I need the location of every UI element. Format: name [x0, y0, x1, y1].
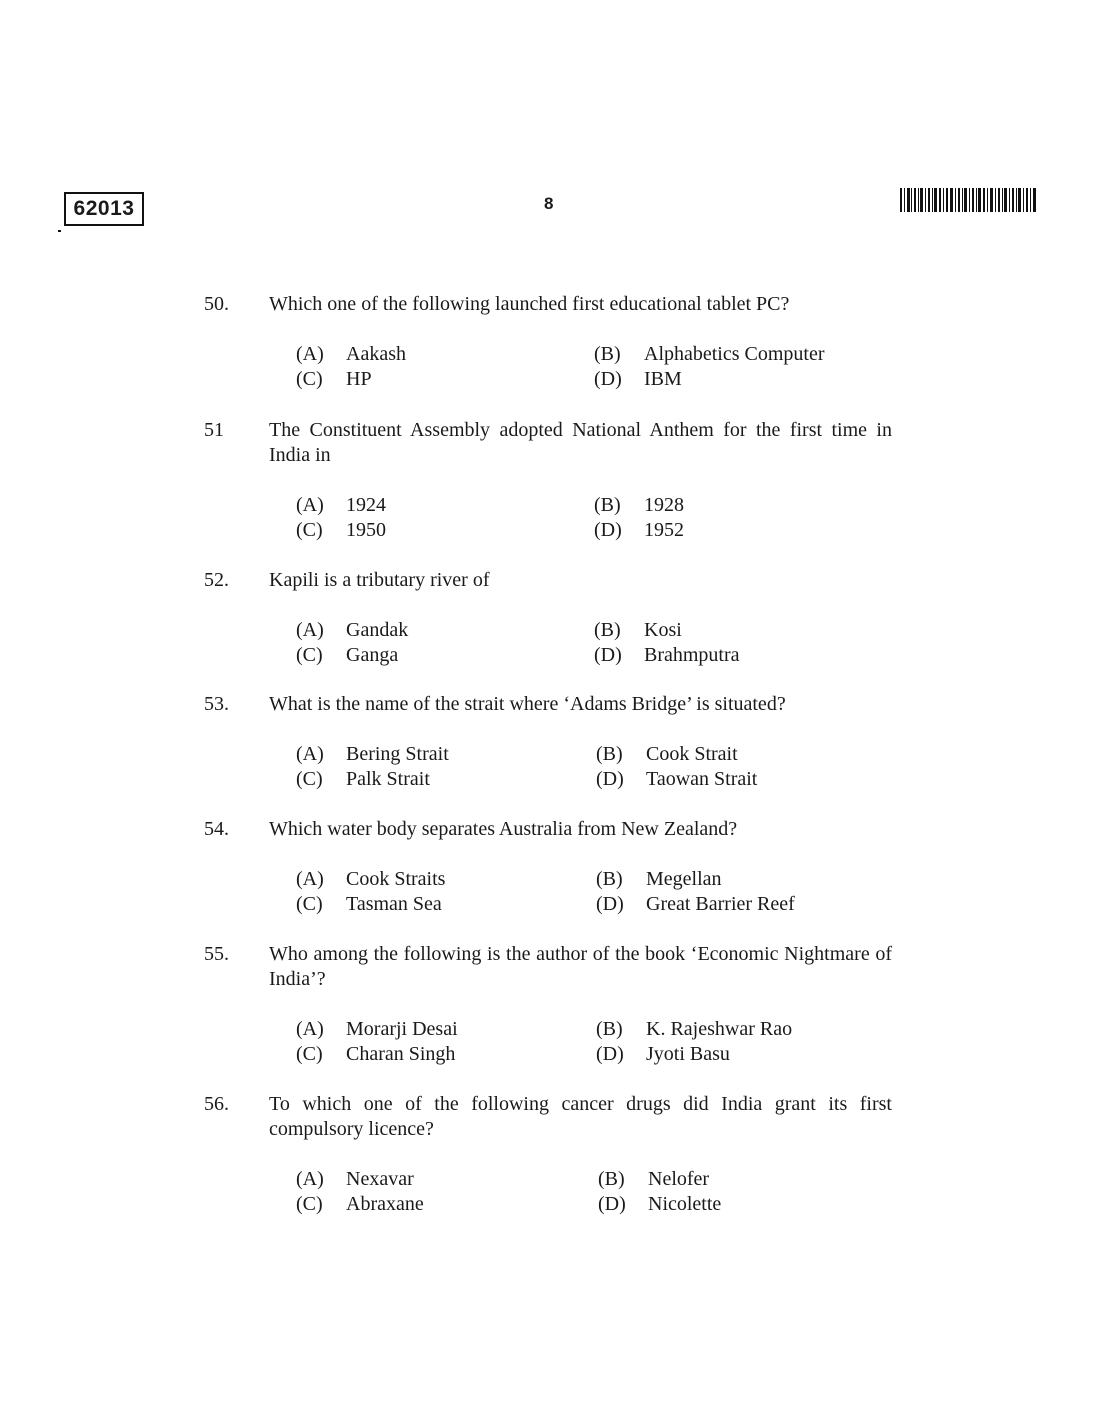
- question-text: Which one of the following launched first educational tablet PC?: [269, 293, 790, 315]
- option-b: [596, 742, 738, 767]
- option-label: (A): [296, 868, 324, 890]
- option-b: [596, 1017, 792, 1042]
- option-text: Great Barrier Reef: [646, 893, 795, 915]
- option-text: Tasman Sea: [346, 893, 442, 915]
- option-label: (D): [598, 1193, 626, 1215]
- option-b: [598, 1167, 709, 1192]
- option-text: 1924: [346, 494, 386, 516]
- tick-mark: [58, 230, 61, 232]
- question-number: 56.: [204, 1093, 229, 1115]
- question-number: 53.: [204, 693, 229, 715]
- option-c: [296, 367, 372, 392]
- option-text: Aakash: [346, 343, 406, 365]
- option-d: [594, 367, 682, 392]
- option-c: [296, 892, 442, 917]
- option-text: Cook Strait: [646, 743, 738, 765]
- option-label: (A): [296, 494, 324, 516]
- option-label: (D): [594, 368, 622, 390]
- option-text: Gandak: [346, 619, 409, 641]
- question-text: The Constituent Assembly adopted National Anthem for the first time in India in: [269, 419, 892, 466]
- option-text: Taowan Strait: [646, 768, 758, 790]
- option-b: [594, 493, 684, 518]
- page-number: 8: [544, 194, 554, 213]
- question-text: Which water body separates Australia from New Zealand?: [269, 818, 738, 840]
- option-b: [596, 867, 722, 892]
- option-label: (B): [594, 619, 621, 641]
- option-d: [596, 892, 795, 917]
- question-text: To which one of the following cancer drugs did India grant its first compulsory licence?: [269, 1093, 892, 1140]
- option-c: [296, 767, 430, 792]
- option-a: [296, 493, 386, 518]
- option-d: [594, 518, 684, 543]
- option-text: Nelofer: [648, 1168, 710, 1190]
- option-text: Abraxane: [346, 1193, 424, 1215]
- option-text: Bering Strait: [346, 743, 449, 765]
- barcode-image: [900, 188, 1036, 212]
- option-text: Megellan: [646, 868, 722, 890]
- question-text: What is the name of the strait where ‘Adams Bridge’ is situated?: [269, 693, 786, 715]
- option-label: (C): [296, 368, 323, 390]
- paper-code-box: [64, 192, 144, 226]
- option-label: (C): [296, 768, 323, 790]
- option-a: [296, 342, 406, 367]
- option-label: (A): [296, 743, 324, 765]
- option-label: (A): [296, 1168, 324, 1190]
- option-text: K. Rajeshwar Rao: [646, 1018, 793, 1040]
- option-text: Brahmputra: [644, 644, 740, 666]
- option-b: [594, 618, 682, 643]
- option-text: Charan Singh: [346, 1043, 456, 1065]
- option-text: Morarji Desai: [346, 1018, 458, 1040]
- option-a: [296, 618, 408, 643]
- option-text: 1928: [644, 494, 684, 516]
- option-label: (A): [296, 619, 324, 641]
- option-label: (C): [296, 519, 323, 541]
- option-text: HP: [346, 368, 372, 390]
- option-d: [594, 643, 740, 668]
- option-label: (D): [594, 644, 622, 666]
- option-text: IBM: [644, 368, 682, 390]
- option-label: (C): [296, 644, 323, 666]
- option-text: Alphabetics Computer: [644, 343, 825, 365]
- option-c: [296, 1042, 455, 1067]
- option-label: (D): [596, 768, 624, 790]
- question-number: 52.: [204, 569, 229, 591]
- question-text: Kapili is a tributary river of: [269, 569, 490, 591]
- question-text: Who among the following is the author of the book ‘Economic Nightmare of India’?: [269, 943, 892, 990]
- option-text: Palk Strait: [346, 768, 430, 790]
- option-d: [598, 1192, 721, 1217]
- option-label: (B): [596, 868, 623, 890]
- option-label: (D): [594, 519, 622, 541]
- option-label: (D): [596, 1043, 624, 1065]
- question-number: 55.: [204, 943, 229, 965]
- option-a: [296, 742, 449, 767]
- option-a: [296, 867, 445, 892]
- option-d: [596, 1042, 730, 1067]
- option-text: Nexavar: [346, 1168, 414, 1190]
- option-label: (B): [594, 494, 621, 516]
- question-number: 51: [204, 419, 224, 441]
- option-d: [596, 767, 757, 792]
- option-label: (A): [296, 1018, 324, 1040]
- option-text: Kosi: [644, 619, 682, 641]
- option-a: [296, 1017, 458, 1042]
- option-text: Cook Straits: [346, 868, 446, 890]
- option-label: (B): [596, 743, 623, 765]
- option-text: Ganga: [346, 644, 399, 666]
- option-c: [296, 1192, 424, 1217]
- paper-code: 62013: [73, 197, 135, 220]
- question-number: 50.: [204, 293, 229, 315]
- option-label: (B): [598, 1168, 625, 1190]
- option-text: 1950: [346, 519, 386, 541]
- option-label: (B): [596, 1018, 623, 1040]
- option-label: (B): [594, 343, 621, 365]
- option-label: (C): [296, 893, 323, 915]
- option-label: (C): [296, 1193, 323, 1215]
- option-text: 1952: [644, 519, 684, 541]
- option-c: [296, 643, 398, 668]
- option-label: (A): [296, 343, 324, 365]
- option-label: (C): [296, 1043, 323, 1065]
- question-number: 54.: [204, 818, 229, 840]
- option-text: Nicolette: [648, 1193, 722, 1215]
- option-a: [296, 1167, 414, 1192]
- option-c: [296, 518, 386, 543]
- option-label: (D): [596, 893, 624, 915]
- option-b: [594, 342, 825, 367]
- option-text: Jyoti Basu: [646, 1043, 730, 1065]
